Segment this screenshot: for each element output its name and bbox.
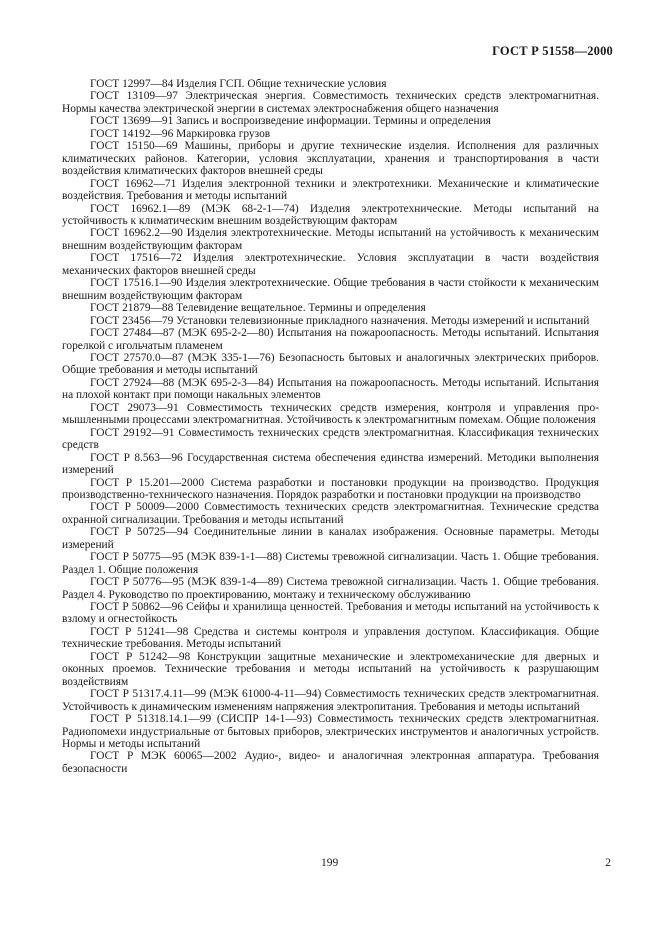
reference-item: ГОСТ 13109—97 Электрическая энергия. Совместимость технических средств электромагнитная. Нормы качества электрической энергии в системах электроснабжения общего назначения	[62, 90, 599, 115]
reference-item: ГОСТ Р 50775—95 (МЭК 839-1-1—88) Системы тревожной сигнализации. Часть 1. Общие требования. Раздел 1. Общие положения	[62, 551, 599, 576]
references-list	[62, 78, 599, 775]
reference-item: ГОСТ 16962—71 Изделия электронной техники и электротехники. Механические и климатические воздействия. Требования и методы испытаний	[62, 177, 599, 203]
reference-item: ГОСТ Р 15.201—2000 Система разработки и постановки продукции на производство. Продукция производственно-технического назначения. Порядок разработки и постановки продукции на производство	[62, 476, 599, 501]
reference-item: ГОСТ 13699—91 Запись и воспроизведение информации. Термины и определения	[90, 115, 491, 128]
reference-item: ГОСТ Р 50862—96 Сейфы и хранилища ценностей. Требования и методы испытаний на устойчивость к взлому и огнестойкость	[62, 601, 599, 626]
reference-item: ГОСТ 29192—91 Совместимость технических средств электромагнитная. Классификация технических средств	[62, 426, 599, 452]
reference-item: ГОСТ 23456—79 Установки телевизионные прикладного назначения. Методы измерений и испытаний	[90, 314, 590, 327]
reference-item: ГОСТ Р 51242—98 Конструкции защитные механические и электромеханические для дверных и оконных проемов. Технические требования и методы испытаний на устойчивость к разрушающим воздействиям	[62, 650, 599, 688]
reference-item: ГОСТ Р 50009—2000 Совместимость технических средств электромагнитная. Технические средства охранной сигнализации. Требования и методы испытаний	[62, 501, 599, 526]
reference-item: ГОСТ Р 50725—94 Соединительные линии в каналах изображения. Основные параметры. Методы измерений	[62, 526, 599, 551]
reference-item: ГОСТ Р МЭК 60065—2002 Аудио-, видео- и аналогичная электронная аппаратура. Требования безопасности	[62, 750, 599, 775]
reference-item: ГОСТ 16962.2—90 Изделия электротехнические. Методы испытаний на устойчивость к механическим внешним воздействующим факторам	[62, 227, 599, 252]
reference-item: ГОСТ 16962.1—89 (МЭК 68-2-1—74) Изделия электротехнические. Методы испытаний на устойчивость к климатическим внешним воздействующим факторам	[62, 202, 599, 227]
reference-item: ГОСТ Р 8.563—96 Государственная система обеспечения единства измерений. Методики выполнения измерений	[62, 451, 599, 477]
sheet-number: 2	[605, 857, 611, 869]
reference-item: ГОСТ 21879—88 Телевидение вещательное. Термины и определения	[90, 302, 426, 315]
reference-item: ГОСТ 27570.0—87 (МЭК 335-1—76) Безопасность бытовых и аналогичных электрических приборов. Общие требования и методы испытаний	[62, 351, 599, 377]
reference-item: ГОСТ 14192—96 Маркировка грузов	[90, 127, 271, 140]
reference-item: ГОСТ 17516—72 Изделия электротехнические. Условия эксплуатации в части воздействия механических факторов внешней среды	[62, 252, 599, 277]
page-number: 199	[321, 857, 339, 869]
reference-item: ГОСТ Р 51318.14.1—99 (СИСПР 14-1—93) Совместимость технических средств электромагнитная. Радиопомехи индустриальные от бытовых приборов, электрических инструментов и аналогичных устройств. Нормы и методы испытаний	[62, 713, 599, 751]
reference-item: ГОСТ 27484—87 (МЭК 695-2-2—80) Испытания на пожароопасность. Методы испытаний. Испытания горелкой с игольчатым пламенем	[62, 327, 599, 352]
reference-item: ГОСТ 15150—69 Машины, приборы и другие технические изделия. Исполнения для различных климатических районов. Категории, условия эксплуатации, хранения и транспортирования в части воздействия климатических факторов внешней среды	[62, 140, 599, 178]
reference-item: ГОСТ Р 51317.4.11—99 (МЭК 61000-4-11—94) Совместимость технических средств электромагнитная. Устойчивость к динамическим изменениям напряжения электропитания. Требования и методы испытаний	[62, 688, 599, 713]
reference-item: ГОСТ Р 50776—95 (МЭК 839-1-4—89) Система тревожной сигнализации. Часть 1. Общие требования. Раздел 4. Руководство по проектированию, монтажу и техническому обслуживанию	[62, 576, 599, 601]
reference-item: ГОСТ 12997—84 Изделия ГСП. Общие технические условия	[90, 78, 387, 90]
reference-item: ГОСТ 17516.1—90 Изделия электротехнические. Общие требования в части стойкости к механическим внешним воздействующим факторам	[62, 277, 599, 302]
reference-item: ГОСТ 27924—88 (МЭК 695-2-3—84) Испытания на пожароопасность. Методы испытаний. Испытания на плохой контакт при помощи накальных элементов	[62, 376, 599, 402]
reference-item: ГОСТ 29073—91 Совместимость технических средств измерения, контроля и управления промышленными процессами электромагнитная. Устойчивость к электромагнитным помехам. Общие положения	[62, 401, 599, 427]
document-header: ГОСТ Р 51558—2000	[492, 44, 613, 58]
reference-item: ГОСТ Р 51241—98 Средства и системы контроля и управления доступом. Классификация. Общие технические требования. Методы испытаний	[62, 625, 599, 651]
